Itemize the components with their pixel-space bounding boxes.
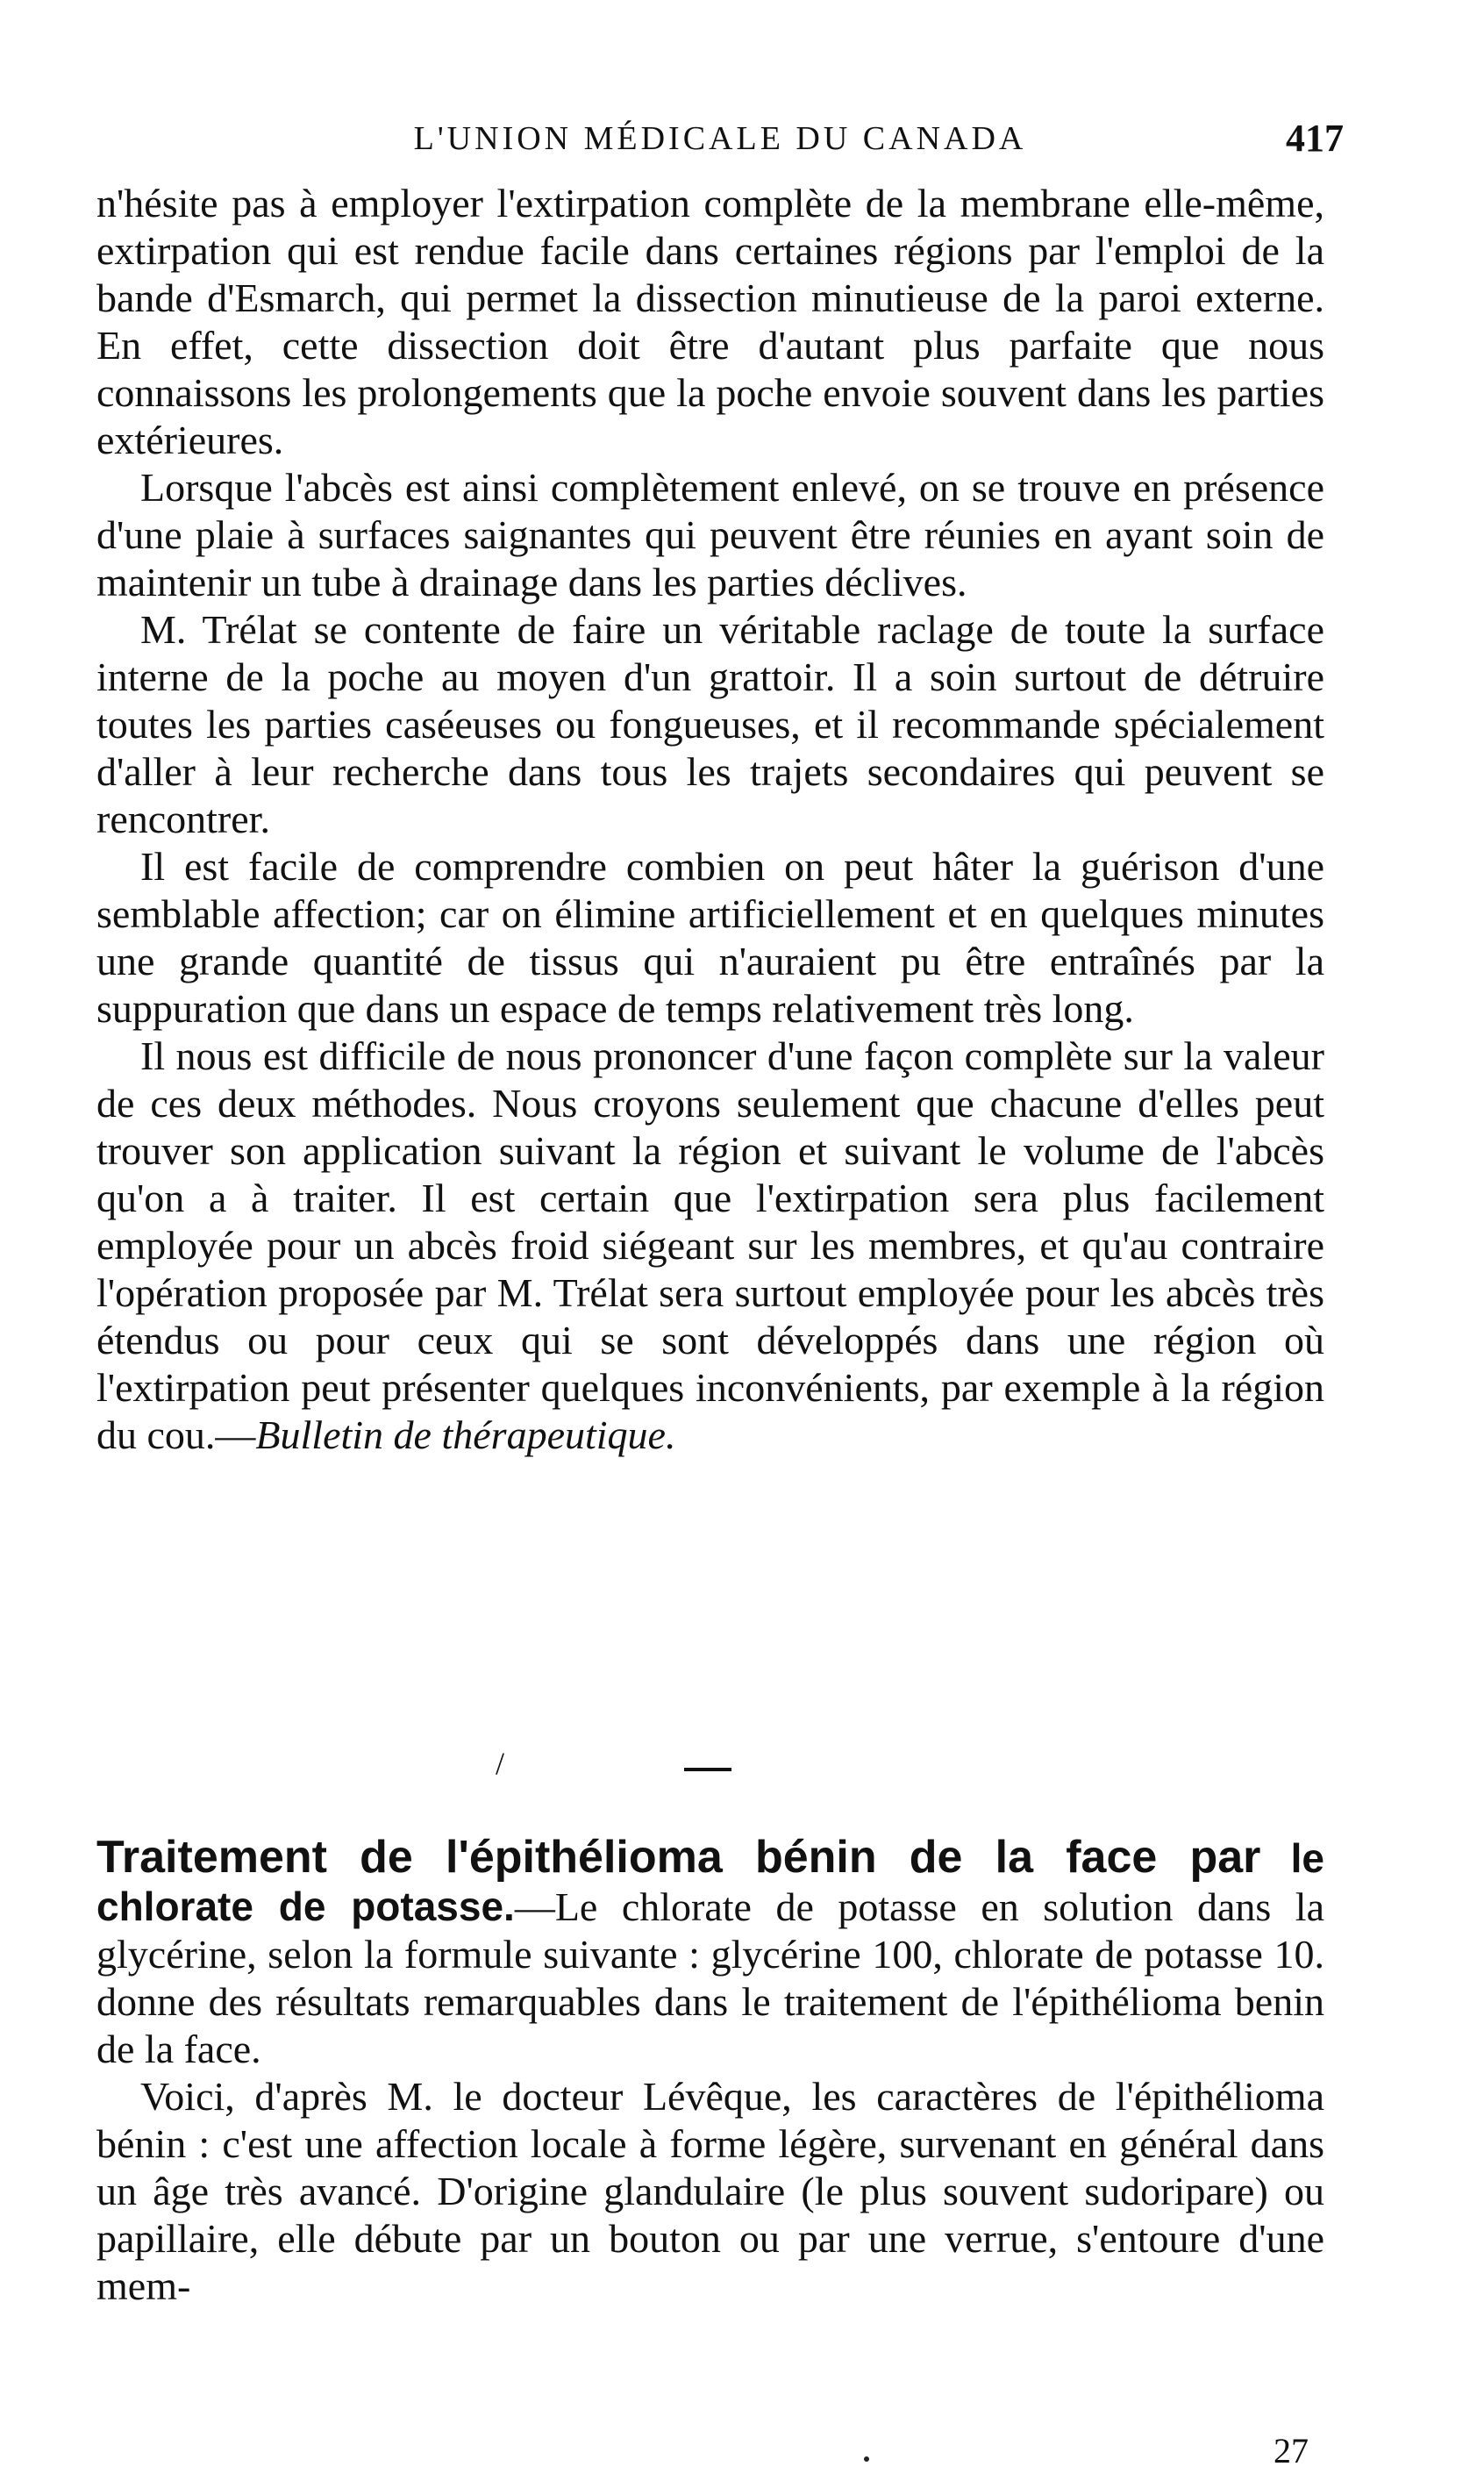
section-lead-paragraph: [96, 1834, 1324, 2073]
paragraph: Il est facile de comprendre combien on peut hâter la guérison d'une semblable affection; car on élimine artificiellement et en quelques minutes une grande quantité de tissus qui n'auraient pu être entraînés par la suppuration que dans un espace de temps relativement très long.: [96, 844, 1324, 1031]
section-lead-text: —Le chlorate de potasse en solution dans la glycérine, selon la formule suivante : glycérine 100, chlorate de potasse 10. donne des résultats remarquables dans le traitement de l'épithélioma benin de la face.: [96, 1884, 1324, 2071]
page-number: 417: [1286, 117, 1344, 160]
citation: Bulletin de thérapeutique.: [255, 1412, 676, 1457]
signature-mark: 27: [1274, 2431, 1309, 2470]
paragraph: n'hésite pas à employer l'extirpation complète de la membrane elle-même, extirpation qui est rendue facile dans certaines régions par l'emploi de la bande d'Esmarch, qui permet la dissection minutieuse de la paroi externe. En effet, cette dissection doit être d'autant plus parfaite que nous connaissons les prolongements que la poche envoie souvent dans les parties extérieures.: [96, 181, 1324, 462]
stray-mark: /: [496, 1746, 505, 1781]
article-epithelioma: [96, 1834, 1324, 2310]
paragraph: Voici, d'après M. le docteur Lévêque, les caractères de l'épithélioma bénin : c'est une affection locale à forme légère, survenant en général dans un âge très avancé. D'origine glandulaire (le plus souvent sudoripare) ou papillaire, elle débute par un bouton ou par une verrue, s'entoure d'une mem-: [96, 2074, 1324, 2308]
paragraph-last: [96, 1033, 1324, 1459]
section-divider: [684, 1768, 731, 1771]
section-title: Traitement de l'épithélioma bénin de la face par: [96, 1832, 1261, 1883]
article-abces-froids: [96, 180, 1324, 1459]
paragraph: M. Trélat se contente de faire un véritable raclage de toute la surface interne de la poche au moyen d'un grattoir. Il a soin surtout de détruire toutes les parties caséeuses ou fongueuses, et il recommande spécialement d'aller à leur recherche dans tous les trajets secondaires qui peuvent se rencontrer.: [96, 607, 1324, 841]
running-head: [96, 112, 1344, 165]
running-title: L'UNION MÉDICALE DU CANADA: [413, 120, 1027, 157]
paragraph-text: Il nous est difficile de nous prononcer d'une façon complète sur la valeur de ces deux méthodes. Nous croyons seulement que chacune d'elles peut trouver son application suivant la région et suivant le volume de l'abcès qu'on a à traiter. Il est certain que l'extirpation sera plus facilement employée pour un abcès froid siégeant sur les membres, et qu'au contraire l'opération proposée par M. Trélat sera surtout employée pour les abcès très étendus ou pour ceux qui se sont développés dans une région où l'extirpation peut présenter quelques inconvénients, par exemple à la région du cou.—: [96, 1033, 1324, 1457]
section-title-continued: le chlorate de potasse.: [96, 1835, 1324, 1929]
paragraph: Lorsque l'abcès est ainsi complètement enlevé, on se trouve en présence d'une plaie à surfaces saignantes qui peuvent être réunies en ayant soin de maintenir un tube à drainage dans les parties déclives.: [96, 465, 1324, 604]
print-speck: [864, 2456, 869, 2462]
